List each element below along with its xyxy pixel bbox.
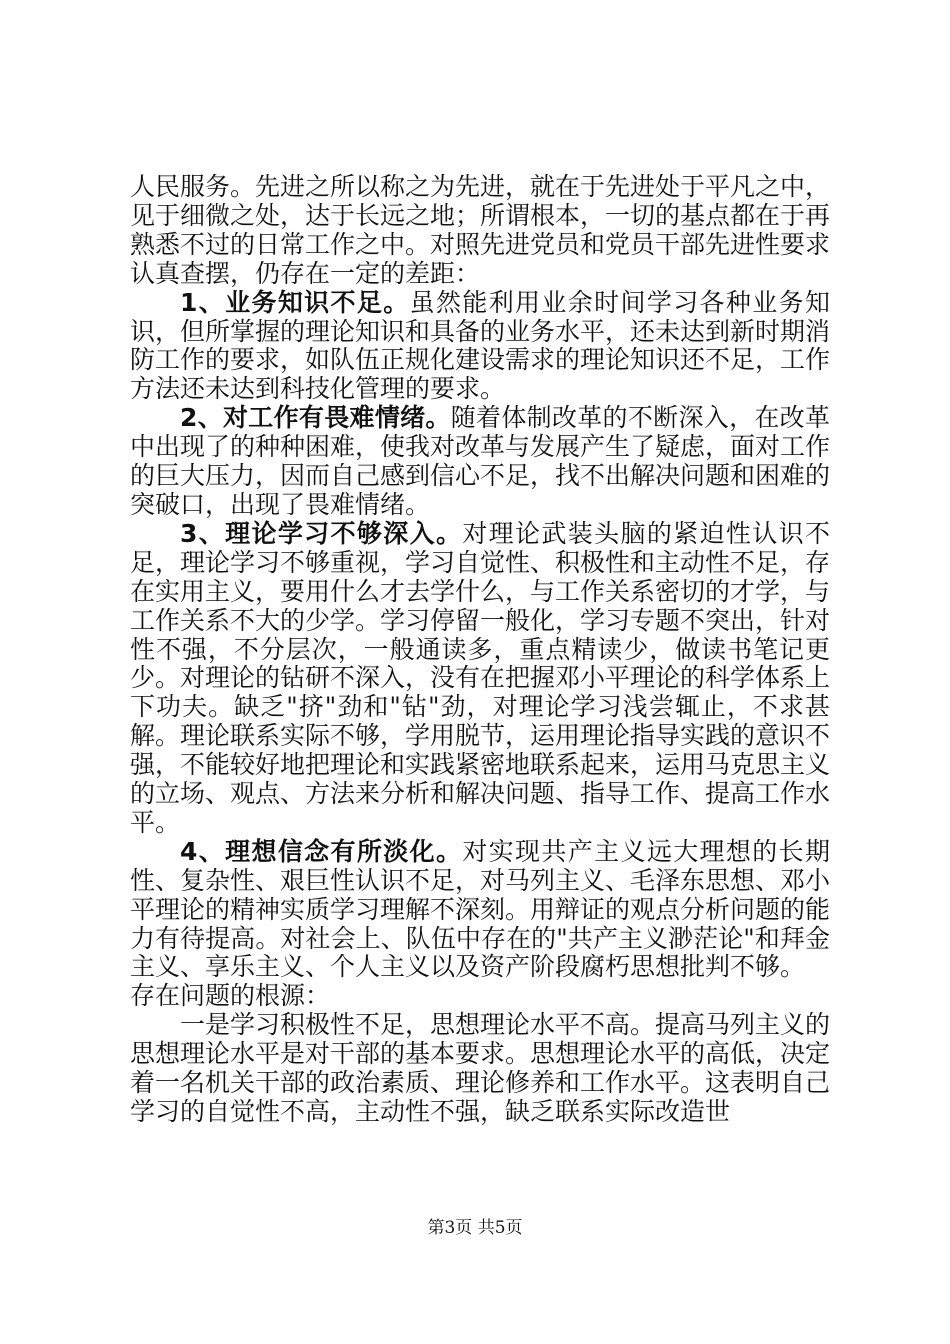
paragraph-item-4 [130, 838, 830, 983]
paragraph-text: 对理论武装头脑的紧迫性认识不足，理论学习不够重视，学习自觉性、积极性和主动性不足，存在实用主义，要用什么才去学什么，与工作关系密切的才学，与工作关系不大的少学。学习停留一般化，学习专题不突出，针对性不强，不分层次，一般通读多，重点精读少，做读书笔记更少。对理论的钻研不深入，没有在把握邓小平理论的科学体系上下功夫。缺乏"挤"劲和"钻"劲，对理论学习浅尝辄止，不求甚解。理论联系实际不够，学用脱节，运用理论指导实践的意识不强，不能较好地把理论和实践紧密地联系起来，运用马克思主义的立场、观点、方法来分析和解决问题、指导工作、提高工作水平。 [130, 518, 831, 837]
paragraph-root-cause-1 [130, 1011, 830, 1127]
paragraph-heading: 2、对工作有畏难情绪。 [180, 403, 451, 433]
paragraph-heading: 3、理论学习不够深入。 [180, 518, 463, 548]
page-footer [0, 1217, 950, 1239]
paragraph-root-cause-heading [130, 982, 830, 1011]
paragraph-text: 虽然能利用业余时间学习各种业务知识，但所掌握的理论知识和具备的业务水平，还未达到新时期消防工作的要求，如队伍正规化建设需求的理论知识还不足，工作方法还未达到科技化管理的要求。 [130, 287, 831, 404]
document-body [130, 173, 830, 1127]
paragraph-item-1 [130, 289, 830, 405]
paragraph-text: 随着体制改革的不断深入，在改革中出现了的种种困难，使我对改革与发展产生了疑虑，面对工作的巨大压力，因而自己感到信心不足，找不出解决问题和困难的突破口，出现了畏难情绪。 [130, 403, 831, 519]
paragraph-text: 一是学习积极性不足，思想理论水平不高。提高马列主义的思想理论水平是对干部的基本要求。思想理论水平的高低，决定着一名机关干部的政治素质、理论修养和工作水平。这表明自己学习的自觉性不高，主动性不强，缺乏联系实际改造世 [130, 1010, 831, 1126]
paragraph-text: 对实现共产主义远大理想的长期性、复杂性、艰巨性认识不足，对马列主义、毛泽东思想、邓小平理论的精神实质学习理解不深刻。用辩证的观点分析问题的能力有待提高。对社会上、队伍中存在的"共产主义渺茫论"和拜金主义、享乐主义、个人主义以及资产阶段腐朽思想批判不够。 [130, 836, 831, 982]
paragraph-item-2 [130, 404, 830, 520]
paragraph-item-3 [130, 520, 830, 838]
paragraph-heading: 1、业务知识不足。 [180, 287, 410, 317]
paragraph-heading: 4、理想信念有所淡化。 [180, 836, 463, 866]
paragraph-text: 人民服务。先进之所以称之为先进，就在于先进处于平凡之中，见于细微之处，达于长远之地；所谓根本，一切的基点都在于再熟悉不过的日常工作之中。对照先进党员和党员干部先进性要求认真查摆，仍存在一定的差距： [130, 172, 831, 288]
paragraph-text: 存在问题的根源： [130, 981, 331, 1011]
page-number: 第3页 共5页 [427, 1218, 523, 1238]
paragraph-intro [130, 173, 830, 289]
